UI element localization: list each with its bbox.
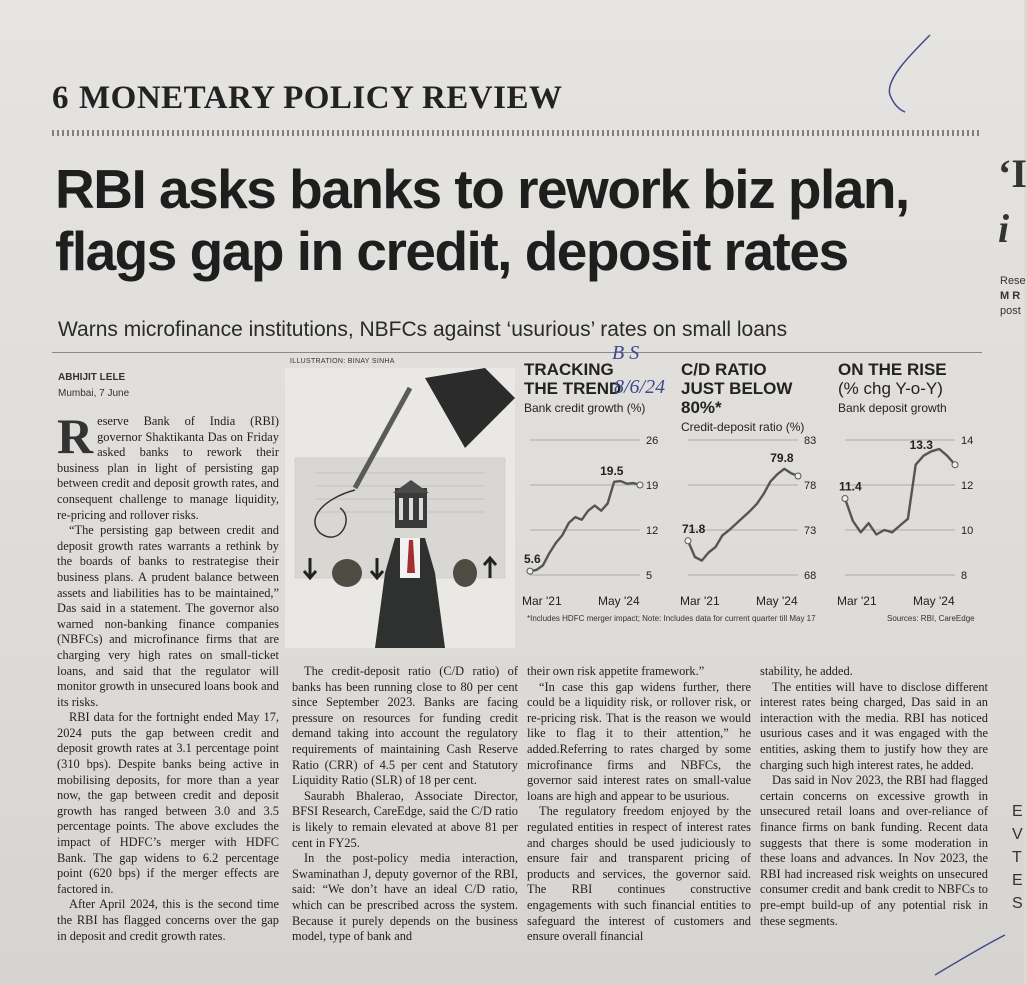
byline: ABHIJIT LELE xyxy=(58,372,126,383)
illustration-credit: ILLUSTRATION: BINAY SINHA xyxy=(290,358,395,365)
x-tick-label: Mar '21 xyxy=(522,594,562,608)
handwritten-initials: B S xyxy=(612,342,640,364)
chart-subtitle: Credit-deposit ratio (%) xyxy=(681,420,805,434)
chart-title: TRACKING THE TREND xyxy=(524,360,622,398)
paragraph: In the post-policy media interaction, Swaminathan J, deputy governor of the RBI, said: “We don’t have an ideal C/D ratio, which can be prescribed across the system. Because it purely depends on the business model, type of bank and xyxy=(292,851,518,944)
section-number: 6 xyxy=(52,80,69,116)
chart-subtitle: Bank credit growth (%) xyxy=(524,401,646,415)
charts-plot-area xyxy=(520,420,990,610)
headline xyxy=(55,158,985,282)
adjacent-text-fragment: M R xyxy=(1000,290,1021,302)
chart-title: C/D RATIO JUST BELOW 80%* xyxy=(681,360,793,417)
y-tick-label: 5 xyxy=(646,570,653,582)
headline-line-1: RBI asks banks to rework biz plan, xyxy=(55,158,909,220)
paragraph: Das said in Nov 2023, the RBI had flagged certain concerns on excessive growth in unsecured retail loans and over-reliance of finance firms on bank funding. Recent data suggests that there is some moderation in these loans and advances. In Nov 2023, the RBI had increased risk weights on unsecured consumer credit and bank credit to NBFCs to pre-empt build-up of any potential risk in these segments. xyxy=(760,773,988,928)
adjacent-headline-fragment: ‘I xyxy=(998,151,1027,196)
chart-deposit-growth xyxy=(838,360,947,415)
paragraph: The regulatory freedom enjoyed by the regulated entities in respect of interest rates and charges should be used judiciously to ensure fair and transparent pricing of products and services, the governor said. The RBI continues constructive engagements with such financial entities to safeguard the interest of customers and ensure overall financial xyxy=(527,804,751,944)
chart-title: ON THE RISE xyxy=(838,360,947,379)
y-tick-label: 14 xyxy=(961,435,974,447)
data-point xyxy=(637,482,643,488)
x-tick-label: Mar '21 xyxy=(680,594,720,608)
chart-note: *Includes HDFC merger impact; Note: Includes data for current quarter till May 17 xyxy=(527,614,816,623)
data-label: 71.8 xyxy=(682,521,706,536)
illustration-banker xyxy=(285,368,515,648)
dateline: Mumbai, 7 June xyxy=(58,388,130,399)
section-title: MONETARY POLICY REVIEW xyxy=(79,80,563,116)
data-label: 19.5 xyxy=(600,463,624,478)
x-tick-label: Mar '21 xyxy=(837,594,877,608)
y-tick-label: 73 xyxy=(804,525,817,537)
y-tick-label: 26 xyxy=(646,435,659,447)
y-tick-label: 10 xyxy=(961,525,974,537)
subheadline: Warns microfinance institutions, NBFCs against ‘usurious’ rates on small loans xyxy=(58,318,788,341)
y-tick-label: 8 xyxy=(961,570,968,582)
paragraph: The entities will have to disclose different interest rates being charged, Das said in an interaction with the media. RBI has noticed usurious cases and it was engaged with the entities, asking them to justify how they are charging such high interest rates, he added. xyxy=(760,679,988,772)
data-point xyxy=(795,473,801,479)
y-tick-label: 83 xyxy=(804,435,817,447)
pen-tick-mark xyxy=(860,30,940,120)
data-point xyxy=(952,462,958,468)
paragraph: RBI data for the fortnight ended May 17, 2024 puts the gap between credit and deposit growth rates at 3.1 percentage point (310 bps). Despite banks being active in mobilising deposits, for more than a year now, the gap between credit and deposit growth has ranged between 3.0 and 3.5 percentage points. The above excludes the impact of HDFC’s merger with HDFC Bank. The gap widens to 6.2 percentage point (620 bps) if the merger effects are factored in. xyxy=(57,710,279,896)
data-point xyxy=(527,568,533,574)
drop-cap: R xyxy=(57,408,94,464)
dotted-rule xyxy=(52,130,982,136)
y-tick-label: 12 xyxy=(961,480,974,492)
y-tick-label: 12 xyxy=(646,525,659,537)
x-tick-label: May '24 xyxy=(756,594,798,608)
x-tick-label: May '24 xyxy=(913,594,955,608)
x-tick-label: May '24 xyxy=(598,594,640,608)
data-point xyxy=(842,496,848,502)
paragraph: “In case this gap widens further, there could be a liquidity risk, or rollover risk, or re-pricing risk. That is the reason we would like to flag it to their attention,” he added.Referring to rates charged by some microfinance firms and NBFCs, the governor said interest rates on small-value loans are high and appear to be usurious. xyxy=(527,679,751,803)
paragraph: The credit-deposit ratio (C/D ratio) of banks has been running close to 80 per cent since September 2023. Banks are facing pressure on resources for funding credit demand taking into account the regulatory requirements of maintaining Cash Reserve Ratio (CRR) of 4.5 per cent and Statutory Liquidity Ratio (SLR) of 18 per cent. xyxy=(292,664,518,788)
handwritten-date: 8/6/24 xyxy=(614,376,666,398)
adjacent-headline-fragment: i xyxy=(998,206,1010,251)
y-tick-label: 78 xyxy=(804,480,817,492)
article-column-2 xyxy=(292,664,518,945)
data-label: 11.4 xyxy=(839,479,862,494)
data-label: 79.8 xyxy=(770,450,794,465)
adjacent-text-fragment: post xyxy=(1000,305,1021,317)
section-header xyxy=(52,80,562,117)
series-line xyxy=(688,469,798,561)
adjacent-text-fragment: Rese xyxy=(1000,275,1026,287)
pen-underline-mark xyxy=(930,930,1010,980)
series-line xyxy=(530,481,640,571)
paragraph: stability, he added. xyxy=(760,664,853,678)
y-tick-label: 68 xyxy=(804,570,817,582)
chart-sources: Sources: RBI, CareEdge xyxy=(887,614,975,623)
data-label: 13.3 xyxy=(909,437,933,452)
data-label: 5.6 xyxy=(524,552,541,567)
adjacent-text-fragment: E V T E S xyxy=(1012,803,1023,912)
chart-subtitle: Bank deposit growth xyxy=(838,401,947,415)
headline-line-2: flags gap in credit, deposit rates xyxy=(55,220,848,282)
article-column-4 xyxy=(760,664,988,929)
data-point xyxy=(685,538,691,544)
chart-ylabel: (% chg Y-o-Y) xyxy=(838,379,943,398)
article-column-3 xyxy=(527,664,751,945)
paragraph: Saurabh Bhalerao, Associate Director, BFSI Research, CareEdge, said the C/D ratio is likely to remain elevated at above 81 per cent in FY25. xyxy=(292,788,518,850)
paragraph: their own risk appetite framework.” xyxy=(527,664,705,678)
y-tick-label: 19 xyxy=(646,480,659,492)
paragraph: “The persisting gap between credit and deposit growth rates warrants a rethink by the boards of banks to restrategise their business plans. A prudent balance between assets and liabilities has to be maintained,” Das said in a statement. The governor also warned non-banking finance companies (NBFCs) and microfinance firms that are charging very high rates on small-ticket loans, and said that the regulator will monitor growth in unsecured loans book and its risks. xyxy=(57,523,279,709)
divider xyxy=(52,352,982,353)
article-column-1 xyxy=(57,408,279,944)
paragraph: After April 2024, this is the second time the RBI has flagged concerns over the gap in deposit and credit growth rates. xyxy=(57,897,279,943)
paragraph: Reserve Bank of India (RBI) governor Shaktikanta Das on Friday asked banks to rework their business plan in light of persisting gap between credit and deposit growth rates, and consequent challenge to manage liquidity, re-pricing and rollover risks. xyxy=(57,408,279,522)
